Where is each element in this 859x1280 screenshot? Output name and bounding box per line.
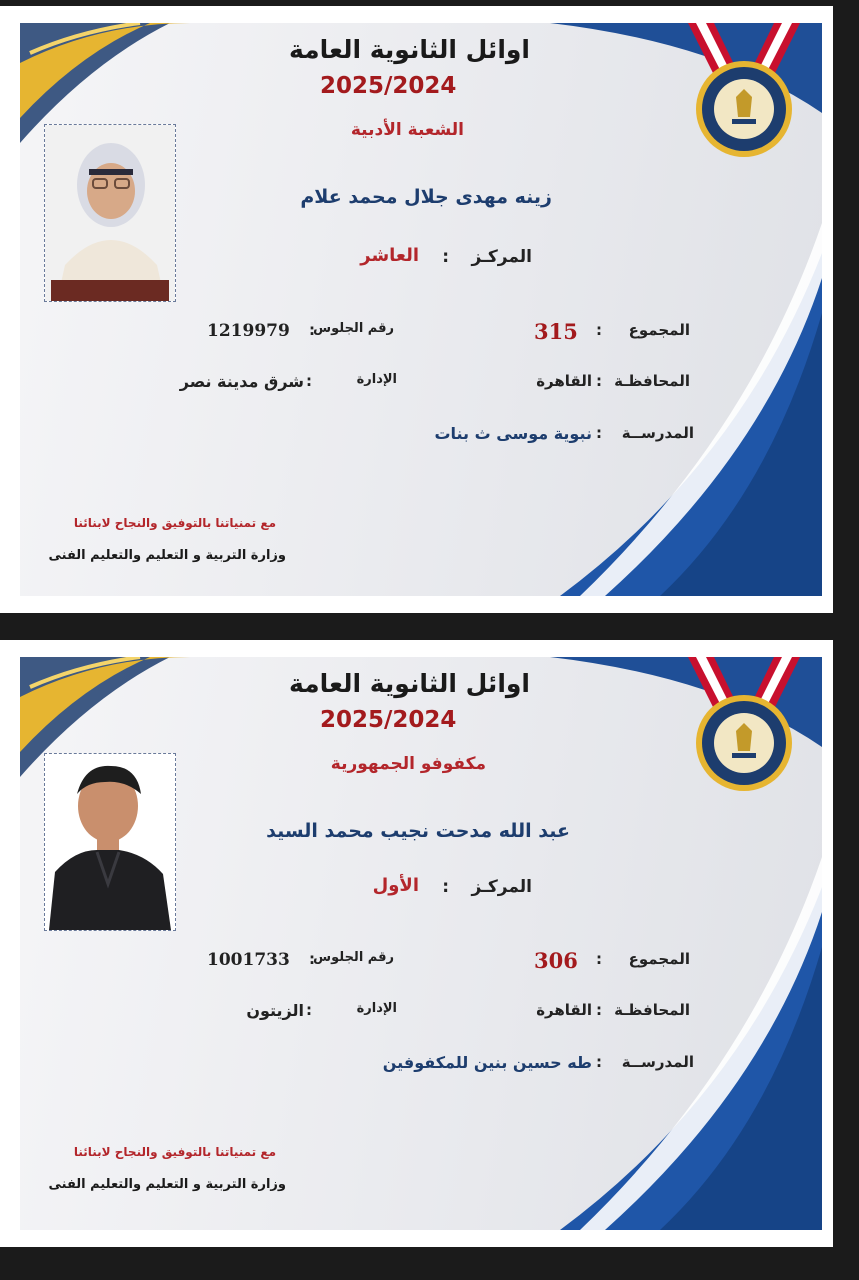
- section-title: مكفوفو الجمهورية: [330, 754, 486, 774]
- rank-label: المركـز: [471, 247, 532, 267]
- governorate-value: القاهرة: [536, 1001, 592, 1019]
- administration-colon: :: [306, 372, 312, 390]
- certificate-sheet-2: [0, 640, 833, 1247]
- student-photo-girl-icon: [45, 125, 175, 301]
- rank-value: الأول: [372, 875, 419, 896]
- student-photo: [44, 124, 176, 302]
- school-value: نبوية موسى ث بنات: [434, 424, 592, 443]
- academic-year: 2025/2024: [320, 707, 457, 733]
- seat-colon: :: [309, 950, 315, 968]
- seat-colon: :: [309, 321, 315, 339]
- school-colon: :: [596, 1053, 602, 1071]
- governorate-label: المحافظـة: [614, 1001, 690, 1019]
- seat-number: 1219979: [207, 321, 290, 341]
- seat-label: رقم الجلوس: [313, 321, 394, 336]
- student-name: عبد الله مدحت نجيب محمد السيد: [266, 820, 570, 842]
- rank-value: العاشر: [360, 245, 419, 266]
- ministry-seal-icon: [666, 23, 822, 163]
- seat-number: 1001733: [207, 950, 290, 970]
- administration-label: الإدارة: [356, 372, 397, 387]
- governorate-value: القاهرة: [536, 372, 592, 390]
- student-name: زينه مهدى جلال محمد علام: [300, 186, 552, 208]
- governorate-colon: :: [596, 372, 602, 390]
- school-colon: :: [596, 424, 602, 442]
- total-label: المجموع: [628, 321, 690, 339]
- certificate-card: [20, 23, 822, 596]
- school-label: المدرســة: [621, 424, 694, 442]
- wish-message: مع تمنياتنا بالتوفيق والنجاح لابنائنا: [73, 1145, 276, 1159]
- rank-colon: :: [442, 877, 449, 897]
- section-title: الشعبة الأدبية: [350, 120, 464, 140]
- student-photo: [44, 753, 176, 931]
- ministry-seal-icon: [666, 657, 822, 797]
- administration-label: الإدارة: [356, 1001, 397, 1016]
- administration-colon: :: [306, 1001, 312, 1019]
- certificate-card: [20, 657, 822, 1230]
- card-title: اوائل الثانوية العامة: [288, 35, 530, 64]
- governorate-label: المحافظـة: [614, 372, 690, 390]
- wish-message: مع تمنياتنا بالتوفيق والنجاح لابنائنا: [73, 516, 276, 530]
- total-colon: :: [596, 321, 602, 339]
- governorate-colon: :: [596, 1001, 602, 1019]
- total-value: 315: [534, 319, 578, 344]
- total-label: المجموع: [628, 950, 690, 968]
- ministry-name: وزارة التربية و التعليم والتعليم الفنى: [48, 548, 286, 563]
- student-photo-boy-icon: [45, 754, 175, 930]
- ministry-name: وزارة التربية و التعليم والتعليم الفنى: [48, 1177, 286, 1192]
- total-value: 306: [534, 948, 578, 973]
- seat-label: رقم الجلوس: [313, 950, 394, 965]
- card-title: اوائل الثانوية العامة: [288, 669, 530, 698]
- school-label: المدرســة: [621, 1053, 694, 1071]
- certificate-sheet-1: [0, 6, 833, 613]
- rank-colon: :: [442, 247, 449, 267]
- academic-year: 2025/2024: [320, 73, 457, 99]
- school-value: طه حسين بنين للمكفوفين: [382, 1053, 592, 1072]
- administration-value: الزيتون: [246, 1001, 304, 1020]
- rank-label: المركـز: [471, 877, 532, 897]
- total-colon: :: [596, 950, 602, 968]
- administration-value: شرق مدينة نصر: [179, 372, 304, 391]
